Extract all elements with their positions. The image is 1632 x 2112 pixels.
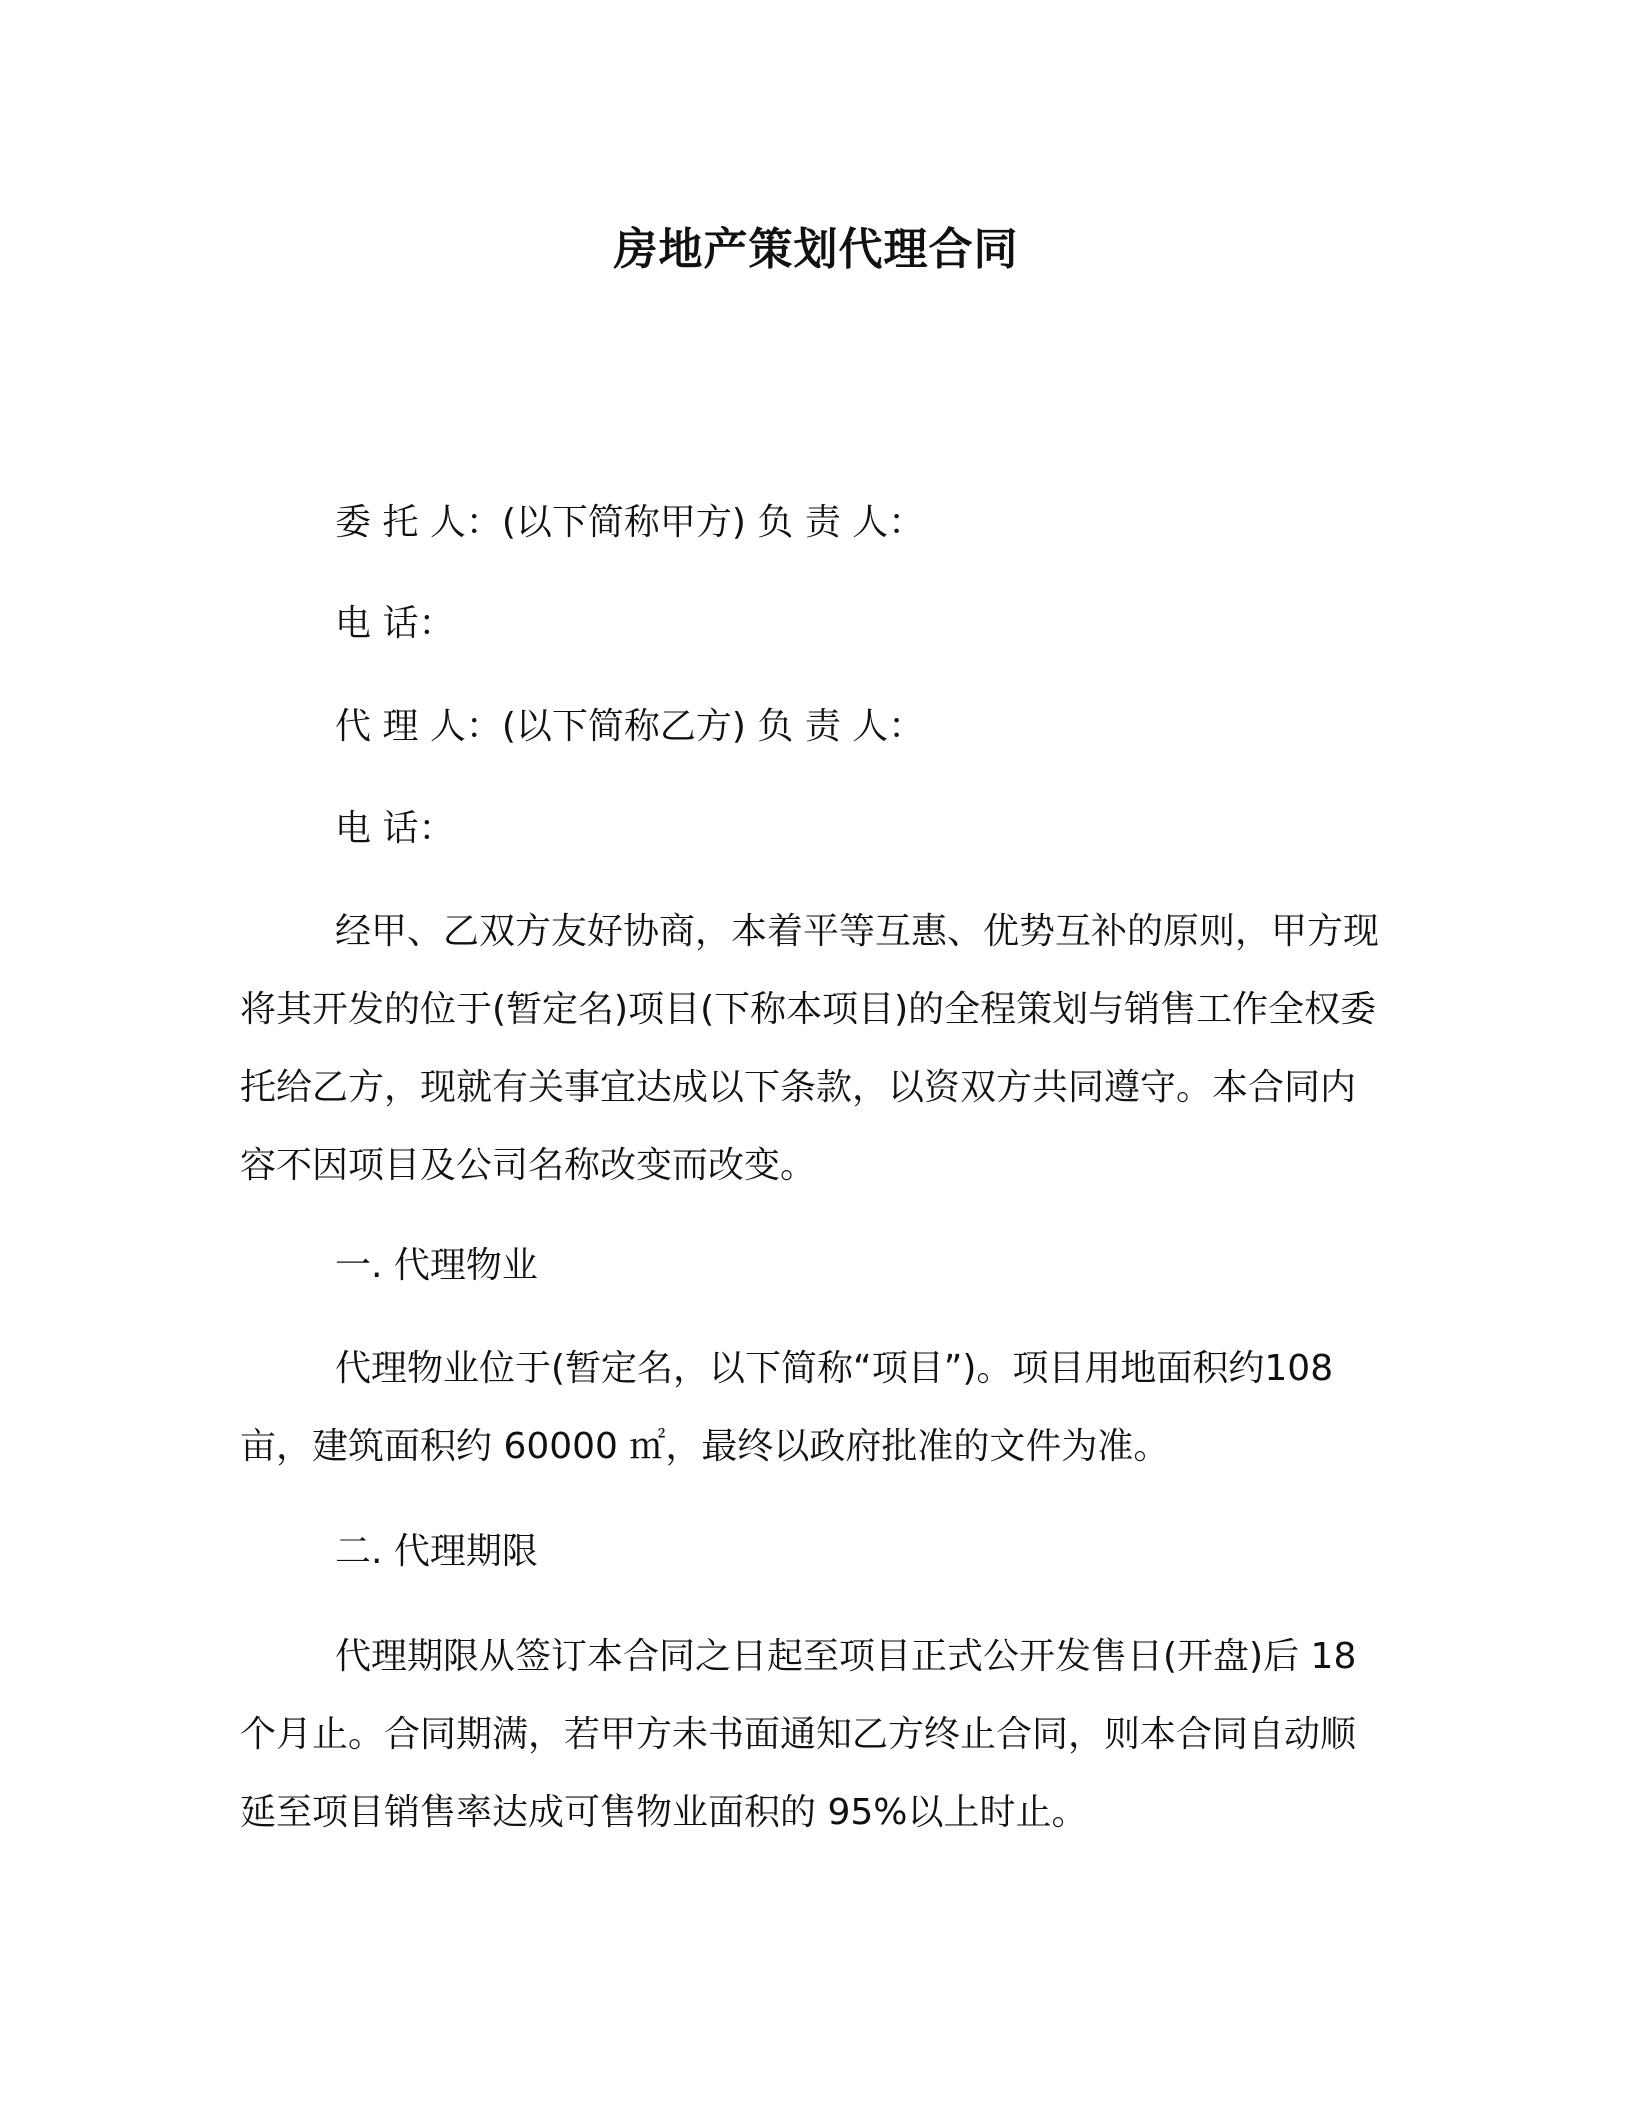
document-title: 房地产策划代理合同 — [613, 224, 1019, 275]
client-phone-line: 电 话： — [335, 603, 455, 644]
agent-phone-line: 电 话： — [335, 808, 455, 849]
client-line: 委 托 人：(以下简称甲方) 负 责 人： — [335, 502, 925, 543]
section-1-paragraph: 代理物业位于(暂定名，以下简称“项目”)。项目用地面积约108 亩，建筑面积约 60000 ㎡，最终以政府批准的文件为准。 — [240, 1348, 1334, 1467]
section-1-heading: 一. 代理物业 — [335, 1245, 538, 1286]
agent-line: 代 理 人：(以下简称乙方) 负 责 人： — [335, 706, 925, 747]
section-2-heading: 二. 代理期限 — [335, 1531, 538, 1572]
section-2-paragraph: 代理期限从签订本合同之日起至项目正式公开发售日(开盘)后 18个月止。合同期满，若甲方未书面通知乙方终止合同，则本合同自动顺延至项目销售率达成可售物业面积的 95%以上时止。 — [240, 1636, 1357, 1833]
intro-paragraph: 经甲、乙双方友好协商，本着平等互惠、优势互补的原则，甲方现将其开发的位于(暂定名)项目(下称本项目)的全程策划与销售工作全权委托给乙方，现就有关事宜达成以下条款，以资双方共同遵守。本合同内容不因项目及公司名称改变而改变。 — [240, 911, 1380, 1186]
